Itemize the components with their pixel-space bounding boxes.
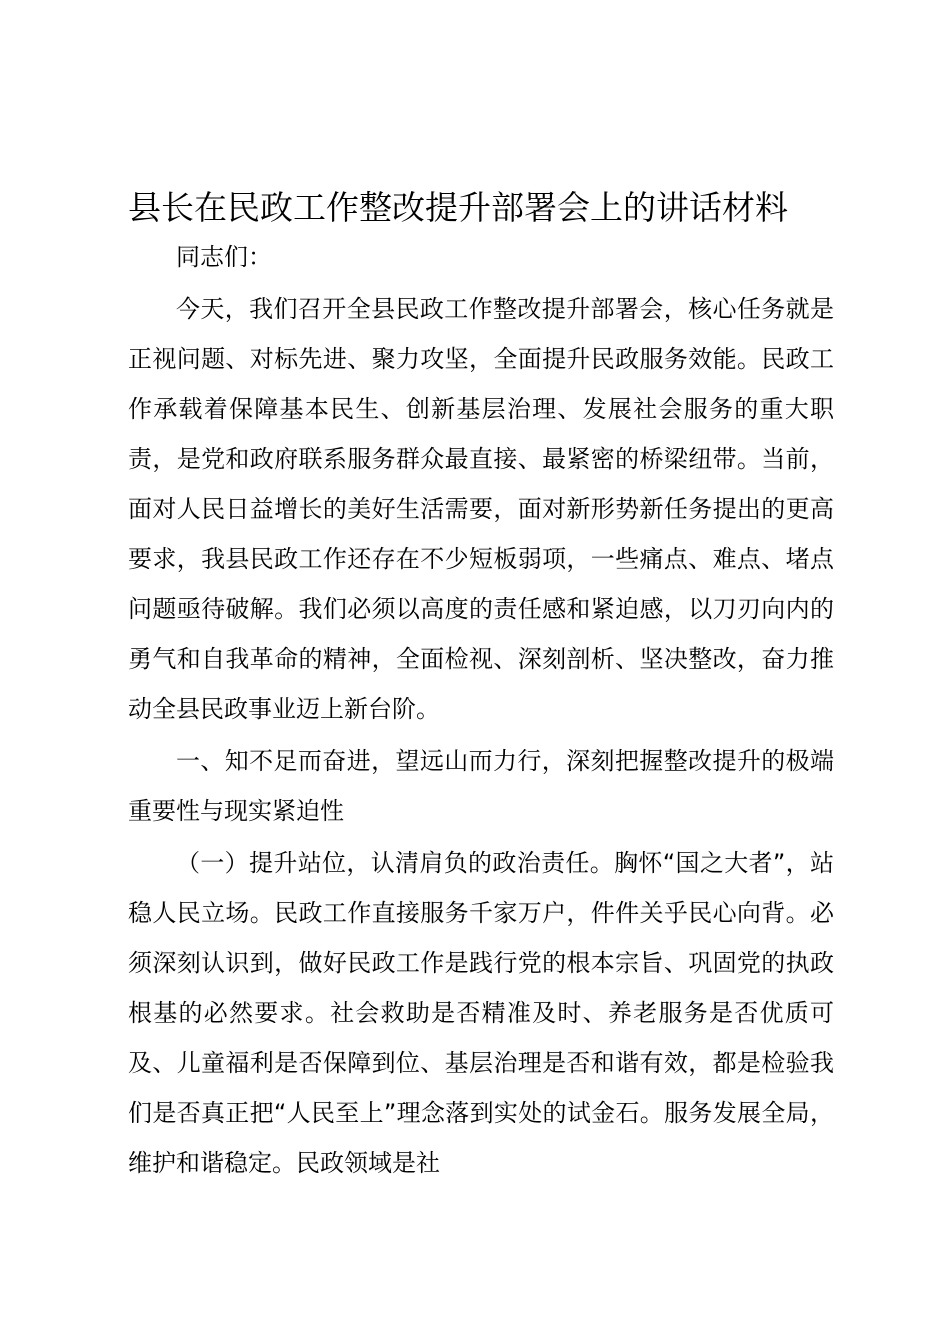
document-body xyxy=(128,232,834,1188)
salutation: 同志们： xyxy=(176,243,272,271)
paragraph-subsection-1: （一）提升站位，认清肩负的政治责任。胸怀“国之大者”，站稳人民立场。民政工作直接服务千家万户，件件关乎民心向背。必须深刻认识到，做好民政工作是践行党的根本宗旨、巩固党的执政根基的必然要求。社会救助是否精准及时、养老服务是否优质可及、儿童福利是否保障到位、基层治理是否和谐有效，都是检验我们是否真正把“人民至上”理念落到实处的试金石。服务发展全局，维护和谐稳定。民政领域是社 xyxy=(128,849,834,1177)
paragraph-intro: 今天，我们召开全县民政工作整改提升部署会，核心任务就是正视问题、对标先进、聚力攻坚，全面提升民政服务效能。民政工作承载着保障基本民生、创新基层治理、发展社会服务的重大职责，是党和政府联系服务群众最直接、最紧密的桥梁纽带。当前，面对人民日益增长的美好生活需要，面对新形势新任务提出的更高要求，我县民政工作还存在不少短板弱项，一些痛点、难点、堵点问题亟待破解。我们必须以高度的责任感和紧迫感，以刀刃向内的勇气和自我革命的精神，全面检视、深刻剖析、坚决整改，奋力推动全县民政事业迈上新台阶。 xyxy=(128,295,834,723)
section-heading-1: 一、知不足而奋进，望远山而力行，深刻把握整改提升的极端重要性与现实紧迫性 xyxy=(128,747,834,825)
document-title: 县长在民政工作整改提升部署会上的讲话材料 xyxy=(128,188,788,227)
